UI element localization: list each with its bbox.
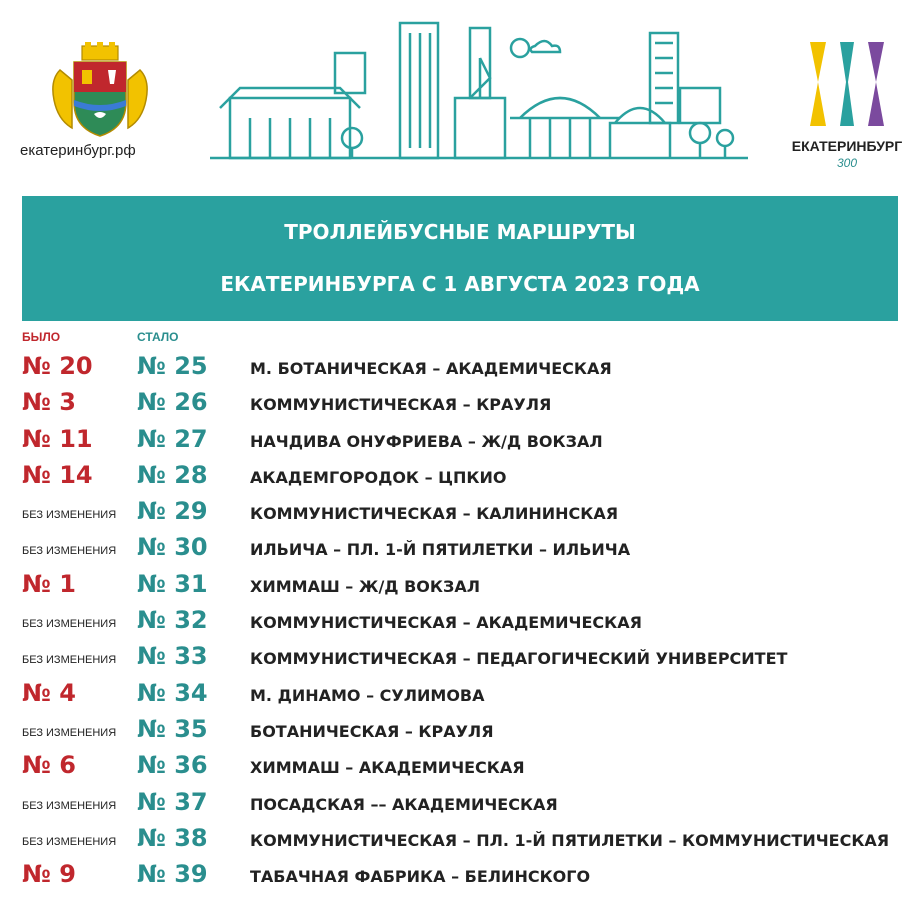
yekaterinburg-300-logo bbox=[782, 36, 912, 176]
route-row bbox=[0, 493, 920, 529]
old-route-number: № 3 bbox=[22, 388, 76, 417]
new-route-number: № 34 bbox=[137, 678, 208, 707]
old-route-number: БЕЗ ИЗМЕНЕНИЯ bbox=[22, 835, 117, 848]
route-description: М. БОТАНИЧЕСКАЯ – АКАДЕМИЧЕСКАЯ bbox=[250, 359, 612, 378]
route-description: НАЧДИВА ОНУФРИЕВА – Ж/Д ВОКЗАЛ bbox=[250, 431, 603, 451]
route-row bbox=[0, 421, 920, 457]
route-row bbox=[0, 529, 920, 565]
old-route-number: № 11 bbox=[22, 424, 93, 453]
title-line-2: ЕКАТЕРИНБУРГА С 1 АВГУСТА 2023 ГОДА bbox=[220, 272, 700, 296]
route-description: М. ДИНАМО – СУЛИМОВА bbox=[250, 685, 485, 705]
old-route-number: № 14 bbox=[22, 460, 93, 489]
yekaterinburg-300-emblem-icon bbox=[782, 36, 912, 136]
new-route-number: № 26 bbox=[137, 388, 208, 417]
route-row bbox=[0, 856, 920, 892]
title-banner bbox=[22, 196, 898, 321]
new-route-number: № 29 bbox=[137, 497, 208, 526]
route-description: КОММУНИСТИЧЕСКАЯ – АКАДЕМИЧЕСКАЯ bbox=[250, 613, 642, 633]
new-route-number: № 28 bbox=[137, 460, 208, 489]
new-route-number: № 33 bbox=[137, 642, 208, 671]
route-row bbox=[0, 675, 920, 711]
route-row bbox=[0, 457, 920, 493]
route-row bbox=[0, 348, 920, 384]
logo-number-text: 300 bbox=[836, 156, 858, 170]
new-route-number: № 36 bbox=[137, 751, 208, 780]
old-route-number: № 6 bbox=[22, 751, 76, 780]
old-route-number: № 4 bbox=[22, 678, 76, 707]
old-route-number: БЕЗ ИЗМЕНЕНИЯ bbox=[22, 654, 117, 667]
routes-list bbox=[0, 348, 920, 892]
header bbox=[0, 0, 920, 190]
route-row bbox=[0, 820, 920, 856]
old-route-number: БЕЗ ИЗМЕНЕНИЯ bbox=[22, 545, 117, 558]
new-route-number: № 27 bbox=[137, 424, 208, 453]
new-route-number: № 35 bbox=[137, 714, 208, 743]
old-route-number: БЕЗ ИЗМЕНЕНИЯ bbox=[22, 799, 117, 812]
route-description: ТАБАЧНАЯ ФАБРИКА – БЕЛИНСКОГО bbox=[250, 867, 591, 887]
title-line-1: ТРОЛЛЕЙБУСНЫЕ МАРШРУТЫ bbox=[284, 220, 636, 244]
route-row bbox=[0, 384, 920, 420]
route-description: АКАДЕМГОРОДОК – ЦПКИО bbox=[250, 467, 507, 487]
old-route-number: БЕЗ ИЗМЕНЕНИЯ bbox=[22, 509, 117, 522]
route-description: КОММУНИСТИЧЕСКАЯ – ПЕДАГОГИЧЕСКИЙ УНИВЕРСИТЕТ bbox=[250, 649, 788, 669]
route-row bbox=[0, 566, 920, 602]
route-row bbox=[0, 711, 920, 747]
route-description: ИЛЬИЧА – ПЛ. 1-Й ПЯТИЛЕТКИ – ИЛЬИЧА bbox=[250, 540, 631, 560]
route-description: БОТАНИЧЕСКАЯ – КРАУЛЯ bbox=[250, 721, 494, 741]
logo-city-text: ЕКАТЕРИНБУРГ bbox=[791, 138, 903, 154]
route-description: ХИММАШ – АКАДЕМИЧЕСКАЯ bbox=[250, 758, 525, 778]
route-row bbox=[0, 638, 920, 674]
city-skyline-illustration bbox=[200, 18, 760, 180]
new-route-number: № 32 bbox=[137, 606, 208, 635]
site-label: екатеринбург.рф bbox=[20, 142, 136, 159]
old-route-number: № 1 bbox=[22, 569, 76, 598]
route-description: КОММУНИСТИЧЕСКАЯ – КАЛИНИНСКАЯ bbox=[250, 504, 619, 524]
old-route-number: № 9 bbox=[22, 860, 76, 889]
new-route-number: № 30 bbox=[137, 533, 208, 562]
route-description: ХИММАШ – Ж/Д ВОКЗАЛ bbox=[250, 576, 481, 596]
route-row bbox=[0, 784, 920, 820]
new-route-number: № 37 bbox=[137, 787, 208, 816]
column-header-new: СТАЛО bbox=[137, 330, 179, 344]
route-row bbox=[0, 747, 920, 783]
route-description: ПОСАДСКАЯ –– АКАДЕМИЧЕСКАЯ bbox=[250, 794, 558, 814]
city-coat-of-arms-logo bbox=[20, 40, 180, 180]
route-row bbox=[0, 602, 920, 638]
new-route-number: № 38 bbox=[137, 823, 208, 852]
old-route-number: № 20 bbox=[22, 352, 93, 380]
coat-of-arms-icon bbox=[42, 40, 158, 140]
old-route-number: БЕЗ ИЗМЕНЕНИЯ bbox=[22, 618, 117, 631]
column-header-old: БЫЛО bbox=[22, 330, 61, 344]
new-route-number: № 39 bbox=[137, 860, 208, 889]
new-route-number: № 31 bbox=[137, 569, 208, 598]
old-route-number: БЕЗ ИЗМЕНЕНИЯ bbox=[22, 726, 117, 739]
new-route-number: № 25 bbox=[137, 352, 208, 380]
route-description: КОММУНИСТИЧЕСКАЯ – ПЛ. 1-Й ПЯТИЛЕТКИ – КОММУНИСТИЧЕСКАЯ bbox=[250, 830, 890, 850]
route-description: КОММУНИСТИЧЕСКАЯ – КРАУЛЯ bbox=[250, 395, 552, 415]
